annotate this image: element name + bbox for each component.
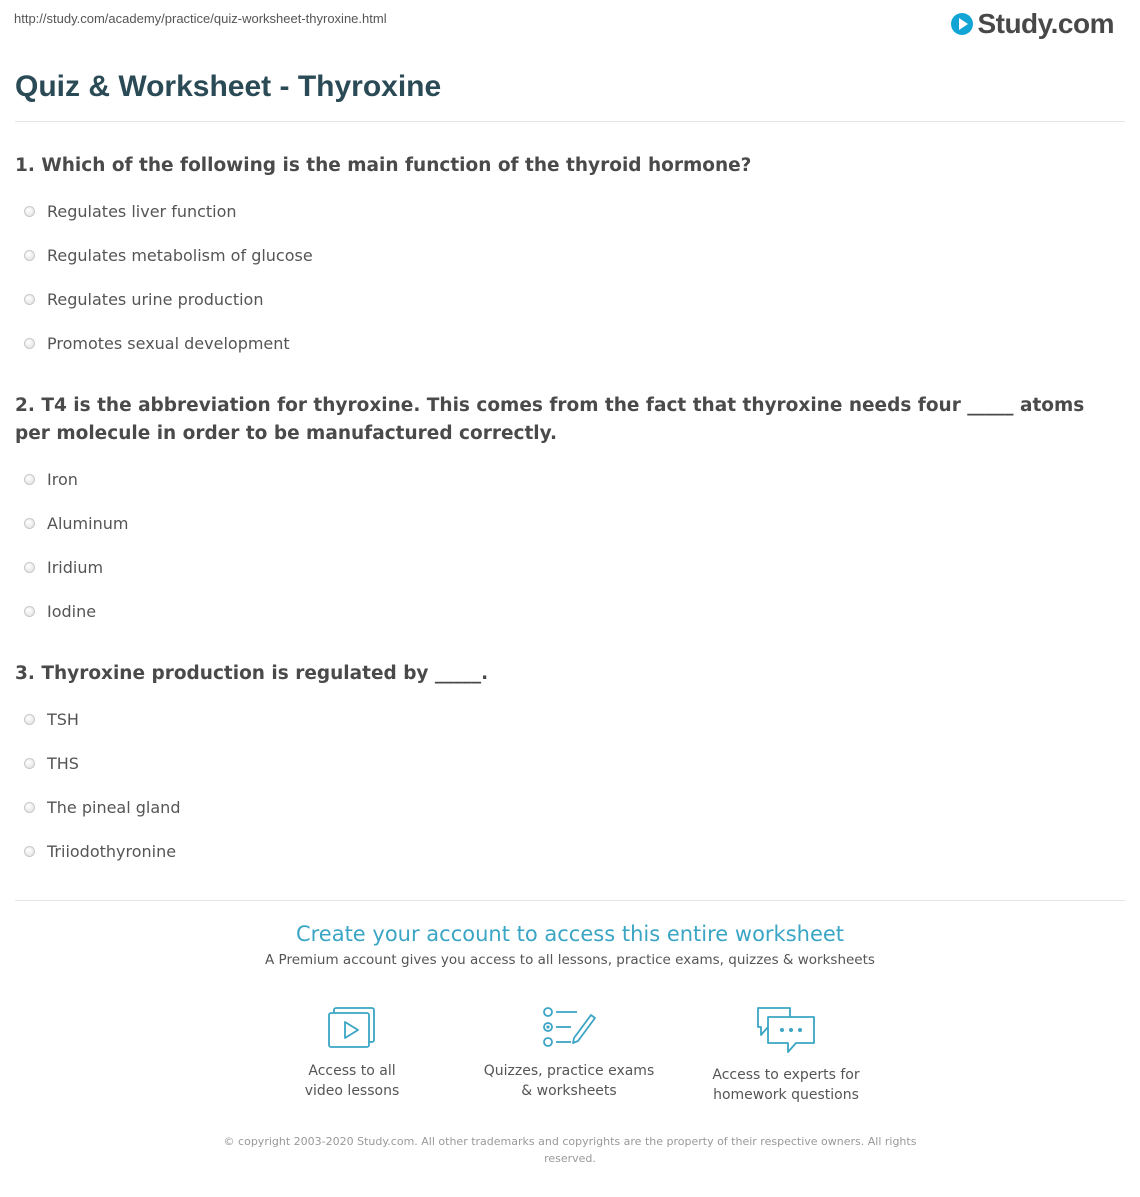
radio-button[interactable] [24,474,35,485]
option-label: The pineal gland [47,797,181,817]
answer-options [15,697,1115,873]
option-label: Regulates metabolism of glucose [47,245,313,265]
feature-label-line: homework questions [713,1087,859,1103]
option-label: Iron [47,469,78,489]
radio-button[interactable] [24,758,35,769]
answer-option[interactable] [15,785,1115,829]
question-text: 1. Which of the following is the main function of the thyroid hormone? [15,155,752,176]
option-label: Iodine [47,601,97,621]
question-2 [15,392,1115,633]
option-label: Triiodothyronine [47,841,177,861]
page-title: Quiz & Worksheet - Thyroxine [15,70,442,103]
option-label: THS [47,753,79,773]
radio-button[interactable] [24,294,35,305]
answer-option[interactable] [15,829,1115,873]
feature-label-line: Access to experts for [712,1067,860,1083]
radio-button[interactable] [24,518,35,529]
divider [15,900,1125,901]
play-circle-icon [951,13,973,35]
answer-option[interactable] [15,189,1115,233]
radio-button[interactable] [24,250,35,261]
question-3 [15,660,1115,873]
answer-option[interactable] [15,501,1115,545]
cta-title-link[interactable]: Create your account to access this entire worksheet [295,922,845,946]
copyright-line: reserved. [544,1152,596,1165]
copyright-line: © copyright 2003-2020 Study.com. All other trademarks and copyrights are the property of their respective owners. All rights [223,1135,917,1148]
study-logo[interactable] [951,8,1114,40]
chat-bubbles-icon [754,1005,818,1055]
radio-button[interactable] [24,606,35,617]
logo-text: Study.com [977,8,1114,39]
radio-button[interactable] [24,206,35,217]
divider [15,121,1125,122]
answer-options [15,189,1115,365]
radio-button[interactable] [24,714,35,725]
signup-cta [0,922,1140,968]
cta-subtitle: A Premium account gives you access to all lessons, practice exams, quizzes & worksheets [265,952,875,968]
radio-button[interactable] [24,338,35,349]
radio-button[interactable] [24,802,35,813]
question-text: 3. Thyroxine production is regulated by _____. [15,663,489,684]
page-url[interactable]: http://study.com/academy/practice/quiz-worksheet-thyroxine.html [14,11,387,26]
option-label: Regulates urine production [47,289,264,309]
answer-option[interactable] [15,277,1115,321]
feature-label-line: video lessons [304,1083,400,1099]
feature-label-line: & worksheets [521,1083,617,1099]
answer-option[interactable] [15,589,1115,633]
answer-options [15,457,1115,633]
radio-button[interactable] [24,846,35,857]
answer-option[interactable] [15,233,1115,277]
radio-button[interactable] [24,562,35,573]
feature-quizzes [469,1005,669,1101]
option-label: Regulates liver function [47,201,237,221]
option-label: Promotes sexual development [47,333,290,353]
option-label: TSH [47,709,79,729]
feature-video-lessons [252,1005,452,1101]
answer-option[interactable] [15,697,1115,741]
feature-label-line: Access to all [308,1063,396,1079]
answer-option[interactable] [15,457,1115,501]
quiz-checklist-icon [541,1005,597,1051]
answer-option[interactable] [15,545,1115,589]
option-label: Aluminum [47,513,129,533]
answer-option[interactable] [15,741,1115,785]
question-text: 2. T4 is the abbreviation for thyroxine. This comes from the fact that thyroxine needs four _____ atoms per molecule in order to be manufactured correctly. [15,395,1085,444]
question-1 [15,152,1115,365]
copyright-footer [210,1133,930,1167]
video-lessons-icon [326,1005,378,1051]
top-bar [0,0,1140,44]
feature-label-line: Quizzes, practice exams [483,1063,655,1079]
answer-option[interactable] [15,321,1115,365]
feature-experts [686,1005,886,1105]
option-label: Iridium [47,557,104,577]
premium-features [0,1005,1140,1115]
